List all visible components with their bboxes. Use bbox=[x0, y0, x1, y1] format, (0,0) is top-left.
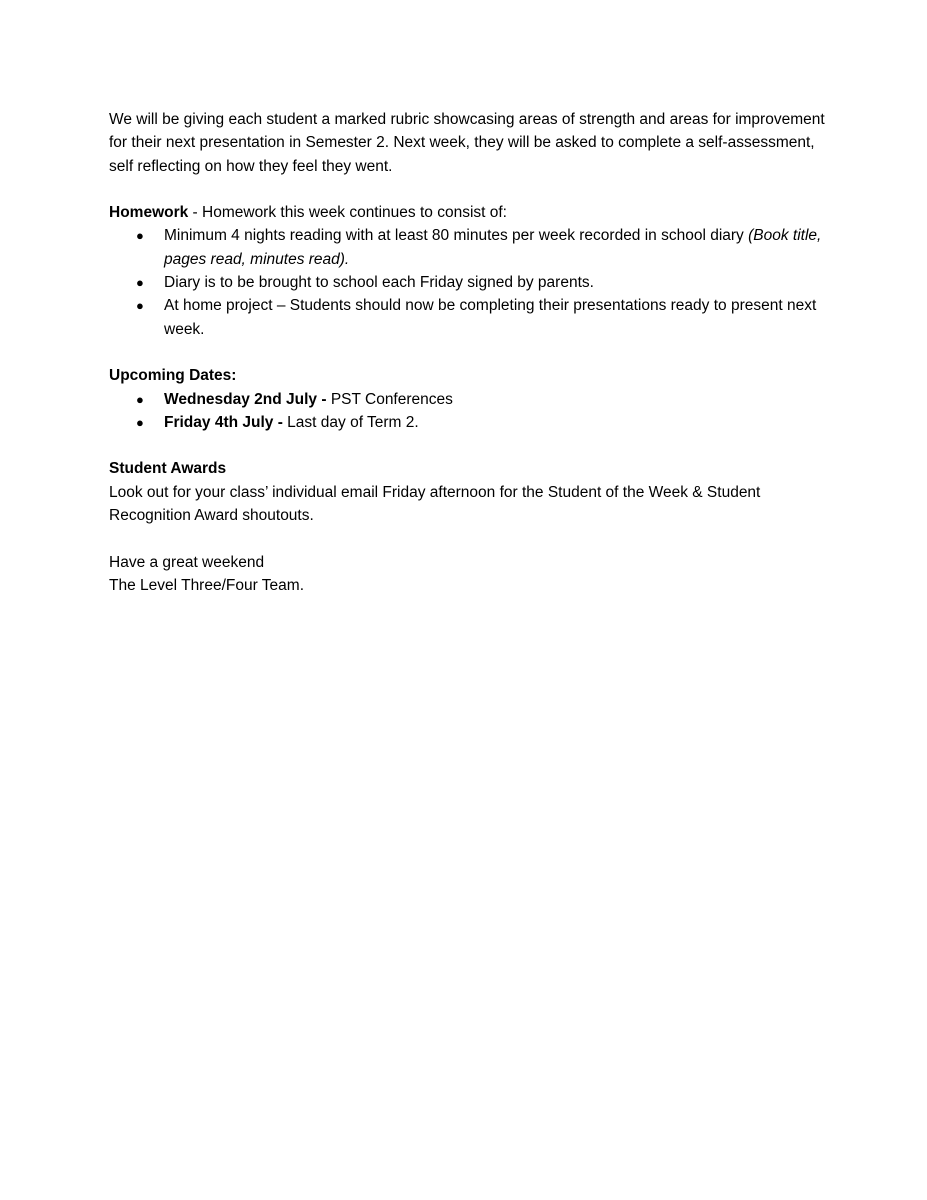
upcoming-dates-list bbox=[109, 388, 829, 435]
intro-paragraph: We will be giving each student a marked rubric showcasing areas of strength and areas for improvement for their next presentation in Semester 2. Next week, they will be asked to complete a self-assessment, self reflecting on how they feel they went. bbox=[109, 111, 825, 175]
homework-item-text: Diary is to be brought to school each Friday signed by parents. bbox=[164, 274, 594, 292]
homework-intro bbox=[109, 201, 829, 224]
upcoming-item-text: PST Conferences bbox=[330, 390, 453, 408]
spacer bbox=[109, 527, 829, 550]
awards-paragraph: Look out for your class’ individual email Friday afternoon for the Student of the Week & Student Recognition Award shoutouts. bbox=[109, 483, 761, 525]
homework-item-project bbox=[109, 294, 829, 341]
spacer bbox=[109, 178, 829, 201]
upcoming-item-date: Wednesday 2nd July - bbox=[164, 390, 331, 408]
awards-heading bbox=[109, 457, 829, 480]
upcoming-heading-text: Upcoming Dates: bbox=[109, 367, 237, 385]
homework-intro-text: - Homework this week continues to consist of: bbox=[188, 204, 507, 222]
upcoming-item-pst bbox=[109, 388, 829, 411]
bullet-icon: ● bbox=[136, 275, 144, 291]
awards-heading-text: Student Awards bbox=[109, 460, 227, 478]
homework-heading: Homework bbox=[109, 204, 189, 222]
upcoming-item-date: Friday 4th July - bbox=[164, 413, 288, 431]
bullet-icon: ● bbox=[136, 228, 144, 244]
homework-item-reading bbox=[109, 224, 829, 271]
spacer bbox=[109, 434, 829, 457]
bullet-icon: ● bbox=[136, 391, 144, 407]
bullet-icon: ● bbox=[136, 298, 144, 314]
upcoming-heading bbox=[109, 364, 829, 387]
upcoming-item-text: Last day of Term 2. bbox=[287, 413, 419, 431]
spacer bbox=[109, 341, 829, 364]
homework-item-diary bbox=[109, 271, 829, 294]
signoff-line-1: Have a great weekend bbox=[109, 553, 265, 571]
signoff-line-2: The Level Three/Four Team. bbox=[109, 576, 304, 594]
document-page bbox=[109, 108, 829, 597]
bullet-icon: ● bbox=[136, 414, 144, 430]
homework-list bbox=[109, 224, 829, 340]
upcoming-item-term-end bbox=[109, 411, 829, 434]
homework-item-italic: (Book title, pages read, minutes read). bbox=[164, 227, 822, 268]
homework-item-text: At home project – Students should now be completing their presentations ready to present next week. bbox=[164, 297, 817, 338]
homework-item-text: Minimum 4 nights reading with at least 80 minutes per week recorded in school diary bbox=[164, 227, 749, 245]
